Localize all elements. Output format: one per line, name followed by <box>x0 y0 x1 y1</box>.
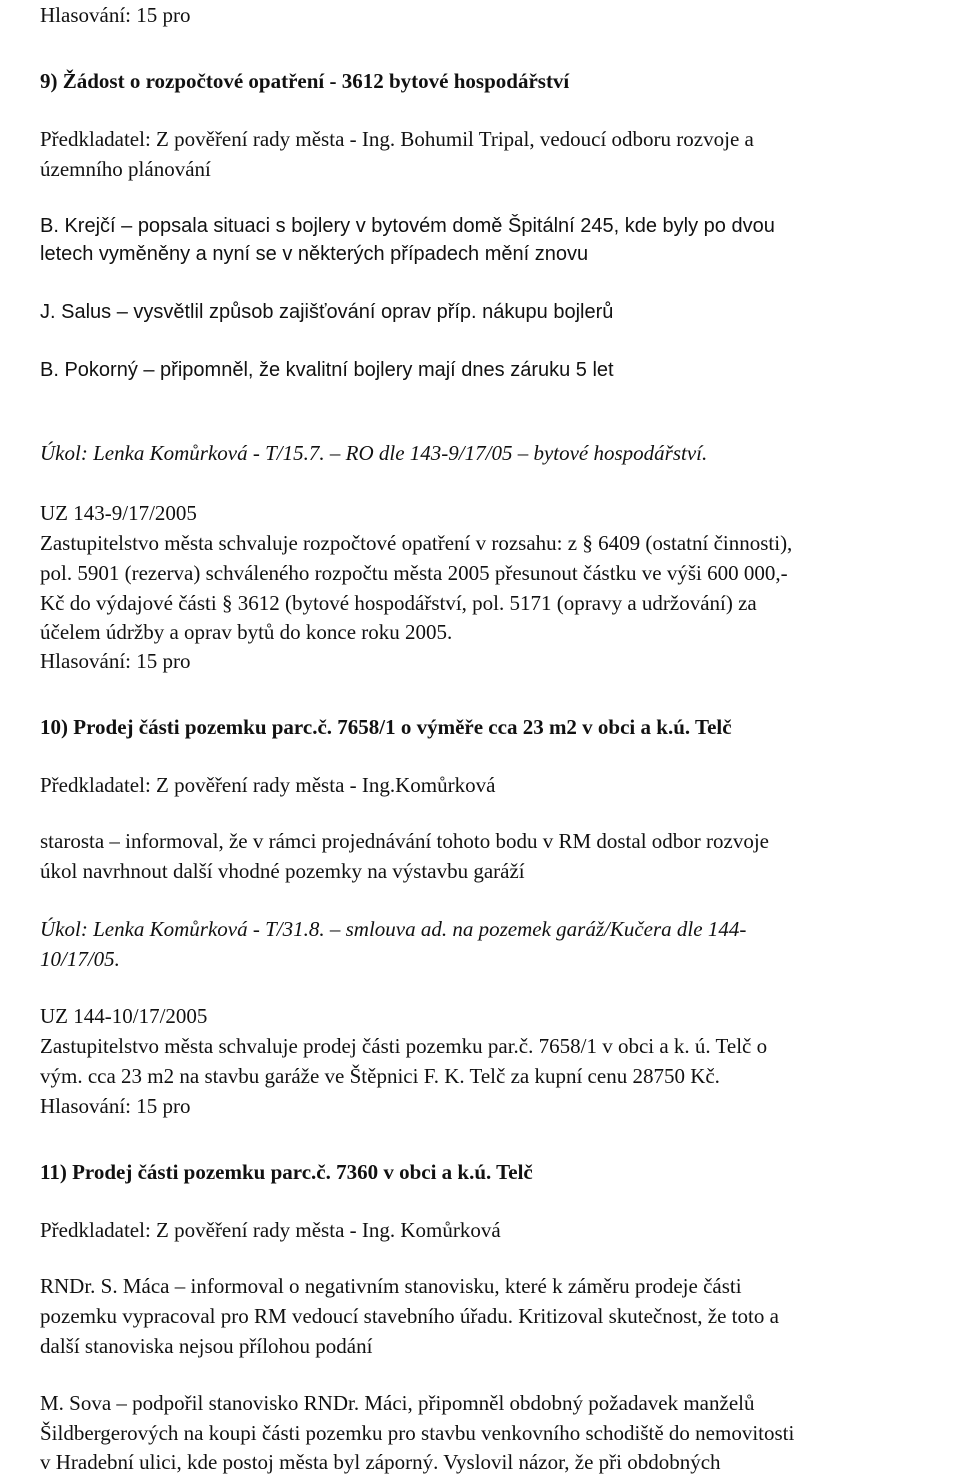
task-line: Úkol: Lenka Komůrková - T/31.8. – smlouva ad. na pozemek garáž/Kučera dle 144- <box>40 917 747 941</box>
text-line: Hlasování: 15 pro <box>40 649 191 673</box>
text-line: Zastupitelstvo města schvaluje prodej části pozemku par.č. 7658/1 v obci a k. ú. Telč o <box>40 1034 768 1058</box>
text-line: územního plánování <box>40 157 211 181</box>
text-line: Hlasování: 15 pro <box>40 3 191 27</box>
discussion-line: letech vyměněny a nyní se v některých případech mění znovu <box>40 243 589 265</box>
text-line: Předkladatel: Z pověření rady města - Ing.Komůrková <box>40 773 496 797</box>
discussion-line: B. Pokorný – připomněl, že kvalitní bojlery mají dnes záruku 5 let <box>40 359 614 381</box>
text-line: UZ 143-9/17/2005 <box>40 501 197 525</box>
text-line: další stanoviska nejsou přílohou podání <box>40 1334 373 1358</box>
text-line: Hlasování: 15 pro <box>40 1094 191 1118</box>
text-line: Předkladatel: Z pověření rady města - Ing. Komůrková <box>40 1218 501 1242</box>
text-line: starosta – informoval, že v rámci projednávání tohoto bodu v RM dostal odbor rozvoje <box>40 829 770 853</box>
text-line: UZ 144-10/17/2005 <box>40 1004 208 1028</box>
section-heading: 9) Žádost o rozpočtové opatření - 3612 bytové hospodářství <box>40 69 570 93</box>
discussion-line: J. Salus – vysvětlil způsob zajišťování oprav příp. nákupu bojlerů <box>40 301 614 323</box>
text-line: pol. 5901 (rezerva) schváleného rozpočtu města 2005 přesunout částku ve výši 600 000,- <box>40 561 788 585</box>
text-line: Předkladatel: Z pověření rady města - Ing. Bohumil Tripal, vedoucí odboru rozvoje a <box>40 127 754 151</box>
text-line: Kč do výdajové části § 3612 (bytové hospodářství, pol. 5171 (opravy a udržování) za <box>40 591 757 615</box>
text-line: Zastupitelstvo města schvaluje rozpočtové opatření v rozsahu: z § 6409 (ostatní činnosti), <box>40 531 793 555</box>
text-line: pozemku vypracoval pro RM vedoucí stavebního úřadu. Kritizoval skutečnost, že toto a <box>40 1304 779 1328</box>
text-line: vým. cca 23 m2 na stavbu garáže ve Štěpnici F. K. Telč za kupní cenu 28750 Kč. <box>40 1064 720 1088</box>
text-line: RNDr. S. Máca – informoval o negativním stanovisku, které k záměru prodeje části <box>40 1274 742 1298</box>
text-line: Šildbergerových na koupi části pozemku pro stavbu venkovního schodiště do nemovitosti <box>40 1421 795 1445</box>
task-line: Úkol: Lenka Komůrková - T/15.7. – RO dle 143-9/17/05 – bytové hospodářství. <box>40 441 708 465</box>
text-line: úkol navrhnout další vhodné pozemky na výstavbu garáží <box>40 859 525 883</box>
section-heading: 10) Prodej části pozemku parc.č. 7658/1 o výměře cca 23 m2 v obci a k.ú. Telč <box>40 715 732 739</box>
discussion-line: B. Krejčí – popsala situaci s bojlery v bytovém domě Špitální 245, kde byly po dvou <box>40 215 775 237</box>
text-line: M. Sova – podpořil stanovisko RNDr. Máci, připomněl obdobný požadavek manželů <box>40 1391 755 1415</box>
text-line: v Hradební ulici, kde postoj města byl záporný. Vyslovil názor, že při obdobných <box>40 1450 721 1474</box>
text-line: účelem údržby a oprav bytů do konce roku 2005. <box>40 620 453 644</box>
section-heading: 11) Prodej části pozemku parc.č. 7360 v obci a k.ú. Telč <box>40 1160 533 1184</box>
task-line: 10/17/05. <box>40 947 120 971</box>
